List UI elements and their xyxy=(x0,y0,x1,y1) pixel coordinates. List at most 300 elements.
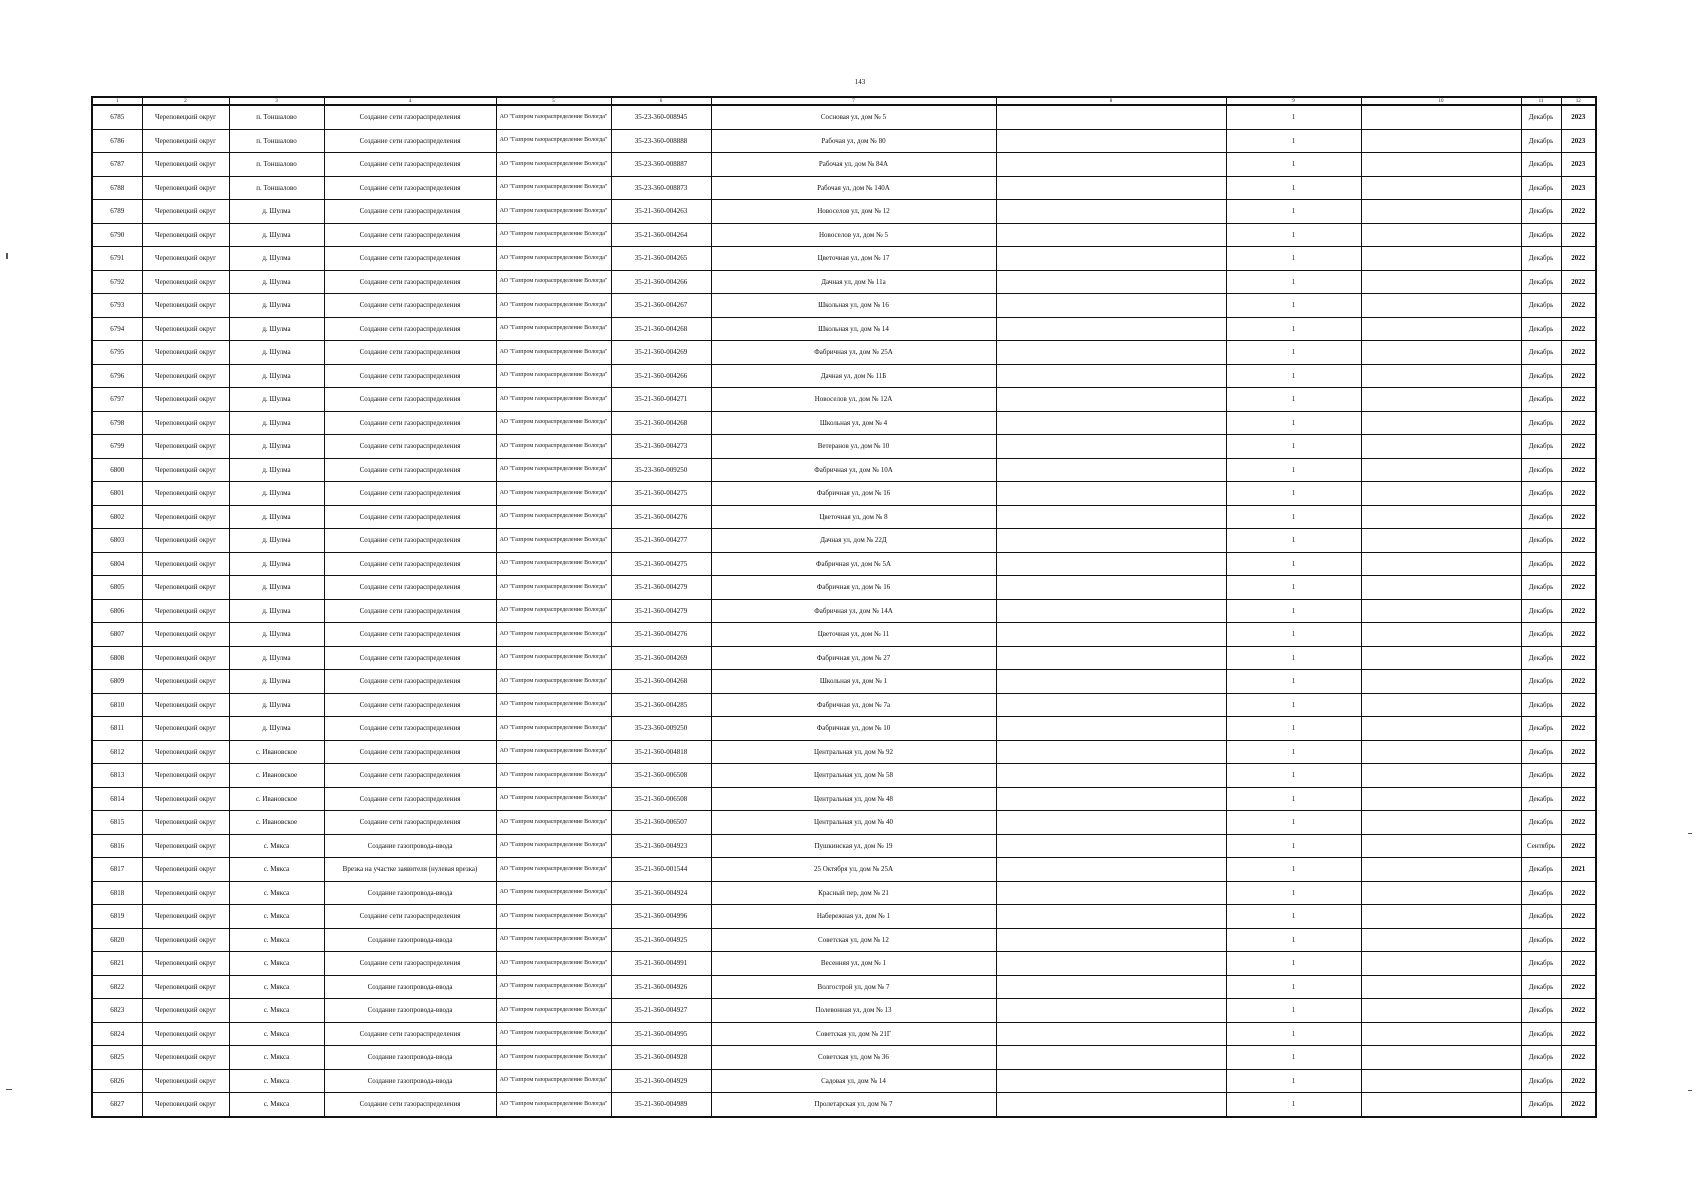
work-type-cell: Создание сети газораспределения xyxy=(324,458,496,482)
empty-col-8-cell xyxy=(996,576,1226,600)
empty-col-10-cell xyxy=(1361,270,1521,294)
month-cell: Декабрь xyxy=(1521,341,1561,365)
empty-col-8-cell xyxy=(996,1046,1226,1070)
settlement-cell: д. Шулма xyxy=(229,458,324,482)
empty-col-10-cell xyxy=(1361,858,1521,882)
empty-col-10-cell xyxy=(1361,247,1521,271)
organization-cell: АО "Газпром газораспределение Вологда" xyxy=(496,834,611,858)
quantity-cell: 1 xyxy=(1226,787,1361,811)
address-cell: Советская ул, дом № 36 xyxy=(711,1046,996,1070)
empty-col-8-cell xyxy=(996,153,1226,177)
settlement-cell: д. Шулма xyxy=(229,388,324,412)
empty-col-8-cell xyxy=(996,223,1226,247)
table-row xyxy=(92,105,1596,129)
quantity-cell: 1 xyxy=(1226,317,1361,341)
address-cell: Пушкинская ул, дом № 19 xyxy=(711,834,996,858)
address-cell: Центральная ул, дом № 40 xyxy=(711,811,996,835)
table-row xyxy=(92,834,1596,858)
year-cell: 2022 xyxy=(1561,247,1596,271)
work-type-cell: Создание сети газораспределения xyxy=(324,623,496,647)
row-number-cell: 6792 xyxy=(92,270,142,294)
month-cell: Декабрь xyxy=(1521,153,1561,177)
address-cell: Центральная ул, дом № 48 xyxy=(711,787,996,811)
row-number-cell: 6801 xyxy=(92,482,142,506)
year-cell: 2022 xyxy=(1561,482,1596,506)
object-code-cell: 35-21-360-004268 xyxy=(611,411,711,435)
object-code-cell: 35-21-360-004996 xyxy=(611,905,711,929)
year-cell: 2022 xyxy=(1561,599,1596,623)
month-cell: Декабрь xyxy=(1521,364,1561,388)
table-row xyxy=(92,552,1596,576)
empty-col-8-cell xyxy=(996,129,1226,153)
row-number-cell: 6827 xyxy=(92,1093,142,1117)
object-code-cell: 35-23-360-008945 xyxy=(611,105,711,129)
table-row xyxy=(92,905,1596,929)
year-cell: 2022 xyxy=(1561,317,1596,341)
scan-margin-mark xyxy=(6,253,8,259)
empty-col-8-cell xyxy=(996,905,1226,929)
work-type-cell: Создание газопровода-ввода xyxy=(324,1069,496,1093)
column-number: 4 xyxy=(324,97,496,105)
empty-col-8-cell xyxy=(996,247,1226,271)
month-cell: Декабрь xyxy=(1521,576,1561,600)
organization-cell: АО "Газпром газораспределение Вологда" xyxy=(496,435,611,459)
month-cell: Декабрь xyxy=(1521,999,1561,1023)
month-cell: Декабрь xyxy=(1521,105,1561,129)
empty-col-10-cell xyxy=(1361,529,1521,553)
quantity-cell: 1 xyxy=(1226,999,1361,1023)
work-type-cell: Создание сети газораспределения xyxy=(324,670,496,694)
table-row xyxy=(92,975,1596,999)
month-cell: Декабрь xyxy=(1521,317,1561,341)
empty-col-10-cell xyxy=(1361,505,1521,529)
object-code-cell: 35-21-360-004995 xyxy=(611,1022,711,1046)
scan-margin-mark xyxy=(6,1089,12,1090)
quantity-cell: 1 xyxy=(1226,505,1361,529)
month-cell: Декабрь xyxy=(1521,1069,1561,1093)
settlement-cell: с. Мякса xyxy=(229,999,324,1023)
settlement-cell: д. Шулма xyxy=(229,693,324,717)
settlement-cell: п. Тоншалово xyxy=(229,176,324,200)
row-number-cell: 6815 xyxy=(92,811,142,835)
address-cell: Дачная ул, дом № 11Б xyxy=(711,364,996,388)
quantity-cell: 1 xyxy=(1226,270,1361,294)
organization-cell: АО "Газпром газораспределение Вологда" xyxy=(496,670,611,694)
organization-cell: АО "Газпром газораспределение Вологда" xyxy=(496,129,611,153)
empty-col-8-cell xyxy=(996,740,1226,764)
address-cell: Фабричная ул, дом № 16 xyxy=(711,482,996,506)
empty-col-10-cell xyxy=(1361,1046,1521,1070)
organization-cell: АО "Газпром газораспределение Вологда" xyxy=(496,341,611,365)
empty-col-10-cell xyxy=(1361,787,1521,811)
object-code-cell: 35-23-360-008888 xyxy=(611,129,711,153)
empty-col-8-cell xyxy=(996,928,1226,952)
row-number-cell: 6816 xyxy=(92,834,142,858)
year-cell: 2022 xyxy=(1561,670,1596,694)
empty-col-10-cell xyxy=(1361,1069,1521,1093)
table-row xyxy=(92,764,1596,788)
settlement-cell: с. Мякса xyxy=(229,1022,324,1046)
empty-col-10-cell xyxy=(1361,999,1521,1023)
year-cell: 2022 xyxy=(1561,388,1596,412)
month-cell: Декабрь xyxy=(1521,646,1561,670)
row-number-cell: 6806 xyxy=(92,599,142,623)
empty-col-8-cell xyxy=(996,858,1226,882)
column-number: 10 xyxy=(1361,97,1521,105)
organization-cell: АО "Газпром газораспределение Вологда" xyxy=(496,717,611,741)
empty-col-10-cell xyxy=(1361,341,1521,365)
object-code-cell: 35-21-360-004277 xyxy=(611,529,711,553)
address-cell: Центральная ул, дом № 92 xyxy=(711,740,996,764)
empty-col-8-cell xyxy=(996,787,1226,811)
month-cell: Декабрь xyxy=(1521,693,1561,717)
year-cell: 2022 xyxy=(1561,1069,1596,1093)
row-number-cell: 6796 xyxy=(92,364,142,388)
empty-col-10-cell xyxy=(1361,576,1521,600)
empty-col-8-cell xyxy=(996,646,1226,670)
empty-col-8-cell xyxy=(996,482,1226,506)
district-cell: Череповецкий округ xyxy=(142,294,229,318)
table-row xyxy=(92,482,1596,506)
district-cell: Череповецкий округ xyxy=(142,905,229,929)
row-number-cell: 6817 xyxy=(92,858,142,882)
year-cell: 2022 xyxy=(1561,717,1596,741)
year-cell: 2022 xyxy=(1561,200,1596,224)
district-cell: Череповецкий округ xyxy=(142,576,229,600)
table-row xyxy=(92,341,1596,365)
column-number: 6 xyxy=(611,97,711,105)
month-cell: Декабрь xyxy=(1521,787,1561,811)
object-code-cell: 35-23-360-009250 xyxy=(611,717,711,741)
district-cell: Череповецкий округ xyxy=(142,153,229,177)
organization-cell: АО "Газпром газораспределение Вологда" xyxy=(496,1069,611,1093)
year-cell: 2022 xyxy=(1561,505,1596,529)
table-row xyxy=(92,740,1596,764)
empty-col-10-cell xyxy=(1361,411,1521,435)
empty-col-8-cell xyxy=(996,693,1226,717)
work-type-cell: Создание газопровода-ввода xyxy=(324,999,496,1023)
quantity-cell: 1 xyxy=(1226,811,1361,835)
table-row xyxy=(92,646,1596,670)
quantity-cell: 1 xyxy=(1226,435,1361,459)
object-code-cell: 35-21-360-004269 xyxy=(611,341,711,365)
year-cell: 2022 xyxy=(1561,1022,1596,1046)
month-cell: Декабрь xyxy=(1521,270,1561,294)
organization-cell: АО "Газпром газораспределение Вологда" xyxy=(496,764,611,788)
scan-margin-mark xyxy=(1688,833,1692,834)
object-code-cell: 35-21-360-006508 xyxy=(611,787,711,811)
quantity-cell: 1 xyxy=(1226,247,1361,271)
organization-cell: АО "Газпром газораспределение Вологда" xyxy=(496,364,611,388)
district-cell: Череповецкий округ xyxy=(142,646,229,670)
work-type-cell: Создание газопровода-ввода xyxy=(324,975,496,999)
column-number: 5 xyxy=(496,97,611,105)
month-cell: Декабрь xyxy=(1521,129,1561,153)
empty-col-8-cell xyxy=(996,881,1226,905)
object-code-cell: 35-21-360-004275 xyxy=(611,482,711,506)
object-code-cell: 35-21-360-004269 xyxy=(611,646,711,670)
year-cell: 2022 xyxy=(1561,623,1596,647)
district-cell: Череповецкий округ xyxy=(142,223,229,247)
settlement-cell: п. Тоншалово xyxy=(229,105,324,129)
settlement-cell: с. Мякса xyxy=(229,881,324,905)
settlement-cell: с. Мякса xyxy=(229,928,324,952)
row-number-cell: 6802 xyxy=(92,505,142,529)
organization-cell: АО "Газпром газораспределение Вологда" xyxy=(496,411,611,435)
work-type-cell: Создание сети газораспределения xyxy=(324,317,496,341)
work-type-cell: Создание сети газораспределения xyxy=(324,294,496,318)
address-cell: Новоселов ул, дом № 12А xyxy=(711,388,996,412)
district-cell: Череповецкий округ xyxy=(142,270,229,294)
address-cell: Сосновая ул, дом № 5 xyxy=(711,105,996,129)
empty-col-10-cell xyxy=(1361,834,1521,858)
organization-cell: АО "Газпром газораспределение Вологда" xyxy=(496,1046,611,1070)
table-row xyxy=(92,670,1596,694)
district-cell: Череповецкий округ xyxy=(142,482,229,506)
year-cell: 2022 xyxy=(1561,952,1596,976)
month-cell: Декабрь xyxy=(1521,811,1561,835)
work-type-cell: Создание газопровода-ввода xyxy=(324,834,496,858)
object-code-cell: 35-21-360-004273 xyxy=(611,435,711,459)
empty-col-10-cell xyxy=(1361,599,1521,623)
empty-col-8-cell xyxy=(996,834,1226,858)
year-cell: 2022 xyxy=(1561,576,1596,600)
empty-col-10-cell xyxy=(1361,294,1521,318)
empty-col-10-cell xyxy=(1361,740,1521,764)
settlement-cell: д. Шулма xyxy=(229,717,324,741)
quantity-cell: 1 xyxy=(1226,740,1361,764)
quantity-cell: 1 xyxy=(1226,223,1361,247)
month-cell: Декабрь xyxy=(1521,458,1561,482)
year-cell: 2022 xyxy=(1561,223,1596,247)
work-type-cell: Создание сети газораспределения xyxy=(324,270,496,294)
object-code-cell: 35-21-360-004267 xyxy=(611,294,711,318)
organization-cell: АО "Газпром газораспределение Вологда" xyxy=(496,223,611,247)
table-row xyxy=(92,599,1596,623)
address-cell: Фабричная ул, дом № 5А xyxy=(711,552,996,576)
settlement-cell: с. Ивановское xyxy=(229,787,324,811)
month-cell: Декабрь xyxy=(1521,764,1561,788)
object-code-cell: 35-21-360-004271 xyxy=(611,388,711,412)
month-cell: Декабрь xyxy=(1521,881,1561,905)
quantity-cell: 1 xyxy=(1226,670,1361,694)
organization-cell: АО "Газпром газораспределение Вологда" xyxy=(496,740,611,764)
quantity-cell: 1 xyxy=(1226,411,1361,435)
empty-col-10-cell xyxy=(1361,975,1521,999)
table-row xyxy=(92,505,1596,529)
work-type-cell: Врезка на участке заявителя (нулевая врезка) xyxy=(324,858,496,882)
month-cell: Декабрь xyxy=(1521,905,1561,929)
registry-table xyxy=(91,96,1597,1118)
address-cell: Фабричная ул, дом № 25А xyxy=(711,341,996,365)
object-code-cell: 35-21-360-004264 xyxy=(611,223,711,247)
address-cell: Дачная ул, дом № 11а xyxy=(711,270,996,294)
table-row xyxy=(92,317,1596,341)
year-cell: 2022 xyxy=(1561,834,1596,858)
empty-col-10-cell xyxy=(1361,223,1521,247)
quantity-cell: 1 xyxy=(1226,764,1361,788)
table-row xyxy=(92,247,1596,271)
organization-cell: АО "Газпром газораспределение Вологда" xyxy=(496,881,611,905)
year-cell: 2022 xyxy=(1561,740,1596,764)
empty-col-10-cell xyxy=(1361,1022,1521,1046)
empty-col-8-cell xyxy=(996,552,1226,576)
work-type-cell: Создание сети газораспределения xyxy=(324,105,496,129)
organization-cell: АО "Газпром газораспределение Вологда" xyxy=(496,599,611,623)
quantity-cell: 1 xyxy=(1226,176,1361,200)
column-number: 8 xyxy=(996,97,1226,105)
table-row xyxy=(92,529,1596,553)
settlement-cell: с. Мякса xyxy=(229,905,324,929)
address-cell: Дачная ул, дом № 22Д xyxy=(711,529,996,553)
district-cell: Череповецкий округ xyxy=(142,435,229,459)
quantity-cell: 1 xyxy=(1226,975,1361,999)
organization-cell: АО "Газпром газораспределение Вологда" xyxy=(496,623,611,647)
year-cell: 2022 xyxy=(1561,881,1596,905)
settlement-cell: д. Шулма xyxy=(229,341,324,365)
year-cell: 2022 xyxy=(1561,270,1596,294)
address-cell: Цветочная ул, дом № 8 xyxy=(711,505,996,529)
object-code-cell: 35-21-360-004929 xyxy=(611,1069,711,1093)
year-cell: 2022 xyxy=(1561,811,1596,835)
empty-col-10-cell xyxy=(1361,176,1521,200)
row-number-cell: 6818 xyxy=(92,881,142,905)
month-cell: Декабрь xyxy=(1521,482,1561,506)
quantity-cell: 1 xyxy=(1226,364,1361,388)
table-row xyxy=(92,388,1596,412)
district-cell: Череповецкий округ xyxy=(142,247,229,271)
empty-col-10-cell xyxy=(1361,200,1521,224)
year-cell: 2022 xyxy=(1561,458,1596,482)
row-number-cell: 6821 xyxy=(92,952,142,976)
district-cell: Череповецкий округ xyxy=(142,129,229,153)
organization-cell: АО "Газпром газораспределение Вологда" xyxy=(496,999,611,1023)
organization-cell: АО "Газпром газораспределение Вологда" xyxy=(496,505,611,529)
row-number-cell: 6797 xyxy=(92,388,142,412)
organization-cell: АО "Газпром газораспределение Вологда" xyxy=(496,787,611,811)
table-row xyxy=(92,1022,1596,1046)
empty-col-10-cell xyxy=(1361,693,1521,717)
settlement-cell: с. Ивановское xyxy=(229,811,324,835)
settlement-cell: д. Шулма xyxy=(229,623,324,647)
year-cell: 2022 xyxy=(1561,975,1596,999)
organization-cell: АО "Газпром газораспределение Вологда" xyxy=(496,105,611,129)
district-cell: Череповецкий округ xyxy=(142,341,229,365)
row-number-cell: 6826 xyxy=(92,1069,142,1093)
empty-col-8-cell xyxy=(996,717,1226,741)
work-type-cell: Создание сети газораспределения xyxy=(324,411,496,435)
quantity-cell: 1 xyxy=(1226,388,1361,412)
work-type-cell: Создание сети газораспределения xyxy=(324,129,496,153)
year-cell: 2022 xyxy=(1561,999,1596,1023)
column-number: 3 xyxy=(229,97,324,105)
work-type-cell: Создание сети газораспределения xyxy=(324,764,496,788)
organization-cell: АО "Газпром газораспределение Вологда" xyxy=(496,270,611,294)
row-number-cell: 6820 xyxy=(92,928,142,952)
month-cell: Декабрь xyxy=(1521,200,1561,224)
object-code-cell: 35-21-360-004991 xyxy=(611,952,711,976)
district-cell: Череповецкий округ xyxy=(142,740,229,764)
table-row xyxy=(92,811,1596,835)
settlement-cell: с. Мякса xyxy=(229,834,324,858)
empty-col-8-cell xyxy=(996,811,1226,835)
address-cell: Набережная ул, дом № 1 xyxy=(711,905,996,929)
object-code-cell: 35-21-360-006508 xyxy=(611,764,711,788)
year-cell: 2022 xyxy=(1561,529,1596,553)
object-code-cell: 35-21-360-004927 xyxy=(611,999,711,1023)
empty-col-10-cell xyxy=(1361,552,1521,576)
district-cell: Череповецкий округ xyxy=(142,1093,229,1117)
month-cell: Декабрь xyxy=(1521,411,1561,435)
column-number: 12 xyxy=(1561,97,1596,105)
row-number-cell: 6785 xyxy=(92,105,142,129)
district-cell: Череповецкий округ xyxy=(142,693,229,717)
table-row xyxy=(92,435,1596,459)
row-number-cell: 6805 xyxy=(92,576,142,600)
work-type-cell: Создание сети газораспределения xyxy=(324,482,496,506)
district-cell: Череповецкий округ xyxy=(142,176,229,200)
settlement-cell: д. Шулма xyxy=(229,529,324,553)
work-type-cell: Создание сети газораспределения xyxy=(324,529,496,553)
district-cell: Череповецкий округ xyxy=(142,458,229,482)
month-cell: Декабрь xyxy=(1521,623,1561,647)
address-cell: Рабочая ул, дом № 140А xyxy=(711,176,996,200)
organization-cell: АО "Газпром газораспределение Вологда" xyxy=(496,576,611,600)
table-row xyxy=(92,458,1596,482)
quantity-cell: 1 xyxy=(1226,905,1361,929)
address-cell: Школьная ул, дом № 16 xyxy=(711,294,996,318)
row-number-cell: 6789 xyxy=(92,200,142,224)
district-cell: Череповецкий округ xyxy=(142,364,229,388)
district-cell: Череповецкий округ xyxy=(142,1069,229,1093)
empty-col-10-cell xyxy=(1361,905,1521,929)
row-number-cell: 6794 xyxy=(92,317,142,341)
settlement-cell: д. Шулма xyxy=(229,411,324,435)
page-number: 143 xyxy=(854,78,866,86)
table-row xyxy=(92,270,1596,294)
empty-col-8-cell xyxy=(996,270,1226,294)
address-cell: Ветеранов ул, дом № 10 xyxy=(711,435,996,459)
month-cell: Декабрь xyxy=(1521,717,1561,741)
column-number: 9 xyxy=(1226,97,1361,105)
district-cell: Череповецкий округ xyxy=(142,811,229,835)
year-cell: 2022 xyxy=(1561,294,1596,318)
object-code-cell: 35-21-360-004268 xyxy=(611,317,711,341)
empty-col-10-cell xyxy=(1361,153,1521,177)
work-type-cell: Создание сети газораспределения xyxy=(324,341,496,365)
table-row xyxy=(92,1093,1596,1117)
address-cell: Красный пер, дом № 21 xyxy=(711,881,996,905)
empty-col-10-cell xyxy=(1361,482,1521,506)
settlement-cell: д. Шулма xyxy=(229,317,324,341)
district-cell: Череповецкий округ xyxy=(142,858,229,882)
district-cell: Череповецкий округ xyxy=(142,105,229,129)
empty-col-10-cell xyxy=(1361,928,1521,952)
table-row xyxy=(92,787,1596,811)
month-cell: Декабрь xyxy=(1521,1022,1561,1046)
address-cell: Волгострой ул, дом № 7 xyxy=(711,975,996,999)
empty-col-8-cell xyxy=(996,317,1226,341)
month-cell: Декабрь xyxy=(1521,247,1561,271)
row-number-cell: 6800 xyxy=(92,458,142,482)
settlement-cell: д. Шулма xyxy=(229,646,324,670)
year-cell: 2022 xyxy=(1561,411,1596,435)
year-cell: 2022 xyxy=(1561,552,1596,576)
table-row xyxy=(92,623,1596,647)
work-type-cell: Создание газопровода-ввода xyxy=(324,1046,496,1070)
row-number-cell: 6809 xyxy=(92,670,142,694)
address-cell: Школьная ул, дом № 1 xyxy=(711,670,996,694)
